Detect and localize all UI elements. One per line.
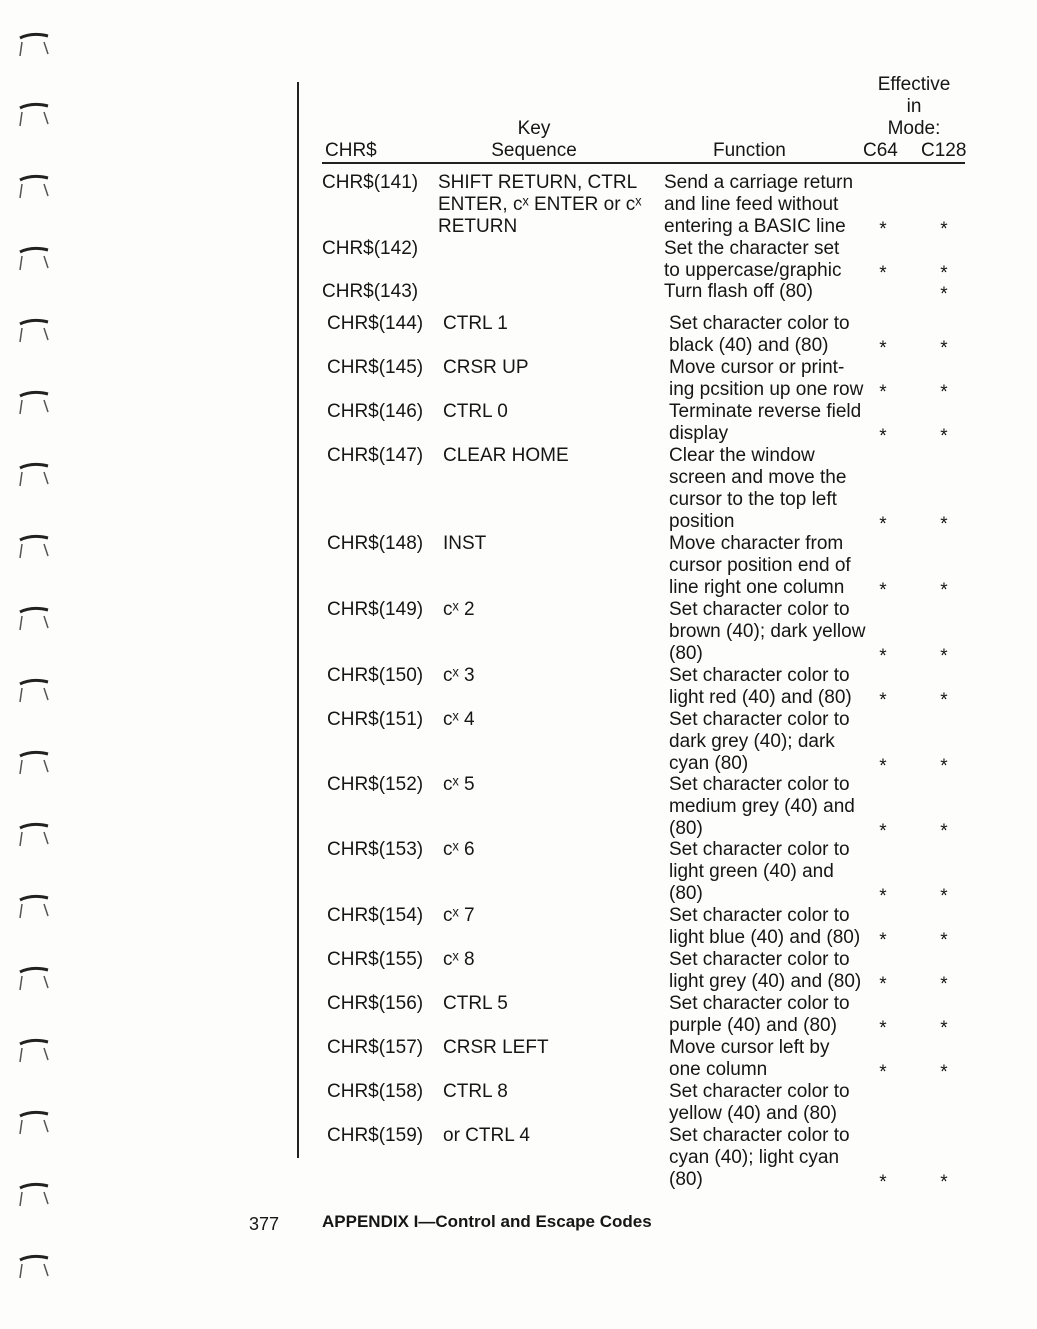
key-sequence: ᴄˣ 8 [443, 949, 475, 970]
binder-ring-icon [14, 604, 50, 634]
chr-code: CHR$(157) [327, 1037, 424, 1058]
key-sequence: ᴄˣ 2 [443, 599, 475, 620]
chr-code: CHR$(154) [327, 905, 424, 926]
chr-code: CHR$(150) [327, 665, 424, 686]
function-text: Set character color to light red (40) and (80) [669, 665, 852, 708]
c64-mark: * [879, 263, 887, 284]
key-sequence: ᴄˣ 3 [443, 665, 475, 686]
function-text: Set character color to purple (40) and (80) [669, 993, 850, 1036]
chr-code: CHR$(147) [327, 445, 424, 466]
header-rule [322, 162, 965, 164]
c128-mark: * [940, 690, 948, 711]
key-sequence: CTRL 0 [443, 401, 508, 422]
c128-mark: * [940, 930, 948, 951]
binder-ring-icon [14, 460, 50, 490]
c128-mark: * [940, 263, 948, 284]
c64-mark: * [879, 426, 887, 447]
header-chr: CHR$ [325, 140, 377, 161]
chr-code: CHR$(143) [322, 281, 419, 302]
c128-mark: * [940, 646, 948, 667]
key-sequence: ᴄˣ 7 [443, 905, 475, 926]
c128-mark: * [940, 338, 948, 359]
chr-code: CHR$(152) [327, 774, 424, 795]
key-sequence: CTRL 8 [443, 1081, 508, 1102]
key-sequence: CLEAR HOME [443, 445, 569, 466]
c128-mark: * [940, 1018, 948, 1039]
column-divider [297, 82, 299, 1158]
c64-mark: * [879, 974, 887, 995]
header-key-line1: Key [517, 118, 551, 139]
c64-mark: * [879, 646, 887, 667]
function-text: Set character color to light blue (40) and (80) [669, 905, 861, 948]
binder-ring-icon [14, 964, 50, 994]
header-c64: C64 [863, 140, 898, 161]
c64-mark: * [879, 1018, 887, 1039]
header-effective-line3: Mode: [887, 118, 941, 139]
binder-ring-icon [14, 30, 50, 60]
binder-ring-icon [14, 1108, 50, 1138]
binder-ring-icon [14, 316, 50, 346]
header-effective [860, 74, 968, 140]
function-text: Set character color to black (40) and (80) [669, 313, 850, 356]
c64-mark: * [879, 930, 887, 951]
c128-mark: * [940, 1172, 948, 1193]
c128-mark: * [940, 284, 948, 305]
function-text: Set character color to yellow (40) and (80) [669, 1081, 850, 1124]
chr-code: CHR$(159) [327, 1125, 424, 1146]
chr-code: CHR$(146) [327, 401, 424, 422]
binder-ring-icon [14, 676, 50, 706]
binder-ring-icon [14, 244, 50, 274]
chr-code: CHR$(148) [327, 533, 424, 554]
function-text: Set character color to dark grey (40); dark cyan (80) [669, 709, 850, 774]
header-effective-line1: Effective [877, 74, 951, 95]
chr-code: CHR$(155) [327, 949, 424, 970]
c64-mark: * [879, 580, 887, 601]
function-text: Move character from cursor position end of line right one column [669, 533, 851, 598]
binder-ring-icon [14, 1252, 50, 1282]
key-sequence: INST [443, 533, 487, 554]
chr-code: CHR$(144) [327, 313, 424, 334]
c64-mark: * [879, 1062, 887, 1083]
c128-mark: * [940, 1062, 948, 1083]
c64-mark: * [879, 1172, 887, 1193]
function-text: Terminate reverse field display [669, 401, 862, 444]
binder-ring-icon [14, 100, 50, 130]
page-number: 377 [249, 1214, 280, 1234]
key-sequence: ᴄˣ 5 [443, 774, 475, 795]
binder-ring-icon [14, 532, 50, 562]
appendix-title: APPENDIX I—Control and Escape Codes [322, 1212, 652, 1231]
chr-code: CHR$(149) [327, 599, 424, 620]
function-text: Set character color to brown (40); dark yellow (80) [669, 599, 866, 664]
c128-mark: * [940, 886, 948, 907]
binder-ring-icon [14, 172, 50, 202]
header-function: Function [713, 140, 786, 161]
c128-mark: * [940, 426, 948, 447]
function-text: Turn flash off (80) [664, 281, 813, 302]
binder-ring-icon [14, 1180, 50, 1210]
binder-ring-icon [14, 1036, 50, 1066]
c128-mark: * [940, 580, 948, 601]
header-key [474, 118, 594, 162]
c128-mark: * [940, 821, 948, 842]
function-text: Move cursor left by one column [669, 1037, 830, 1080]
key-sequence: CRSR UP [443, 357, 529, 378]
header-effective-line2: in [906, 96, 922, 117]
chr-code: CHR$(151) [327, 709, 424, 730]
c64-mark: * [879, 690, 887, 711]
chr-code: CHR$(158) [327, 1081, 424, 1102]
key-sequence: SHIFT RETURN, CTRL ENTER, ᴄˣ ENTER or ᴄˣ RETURN [438, 172, 642, 237]
chr-code: CHR$(153) [327, 839, 424, 860]
chr-code: CHR$(156) [327, 993, 424, 1014]
key-sequence: or CTRL 4 [443, 1125, 530, 1146]
c64-mark: * [879, 338, 887, 359]
function-text: Set character color to cyan (40); light cyan (80) [669, 1125, 850, 1190]
key-sequence: CRSR LEFT [443, 1037, 549, 1058]
c128-mark: * [940, 219, 948, 240]
c64-mark: * [879, 514, 887, 535]
key-sequence: CTRL 1 [443, 313, 508, 334]
function-text: Set character color to medium grey (40) and (80) [669, 774, 855, 839]
function-text: Set character color to light green (40) and (80) [669, 839, 850, 904]
function-text: Set the character set to uppercase/graphic [664, 238, 842, 281]
key-sequence: CTRL 5 [443, 993, 508, 1014]
c128-mark: * [940, 514, 948, 535]
c64-mark: * [879, 821, 887, 842]
chr-code: CHR$(141) [322, 172, 419, 193]
function-text: Clear the window screen and move the cursor to the top left position [669, 445, 847, 532]
function-text: Set character color to light grey (40) and (80) [669, 949, 862, 992]
chr-code: CHR$(142) [322, 238, 419, 259]
key-sequence: ᴄˣ 4 [443, 709, 475, 730]
header-key-line2: Sequence [491, 140, 577, 161]
chr-code: CHR$(145) [327, 357, 424, 378]
binder-ring-icon [14, 892, 50, 922]
c64-mark: * [879, 219, 887, 240]
binder-ring-icon [14, 820, 50, 850]
c64-mark: * [879, 756, 887, 777]
c128-mark: * [940, 974, 948, 995]
c64-mark: * [879, 382, 887, 403]
key-sequence: ᴄˣ 6 [443, 839, 475, 860]
binder-ring-icon [14, 748, 50, 778]
c128-mark: * [940, 756, 948, 777]
header-c128: C128 [921, 140, 967, 161]
function-text: Move cursor or print- ing pcsition up one row [669, 357, 864, 400]
binder-ring-icon [14, 388, 50, 418]
c128-mark: * [940, 382, 948, 403]
function-text: Send a carriage return and line feed without entering a BASIC line [664, 172, 854, 237]
c64-mark: * [879, 886, 887, 907]
